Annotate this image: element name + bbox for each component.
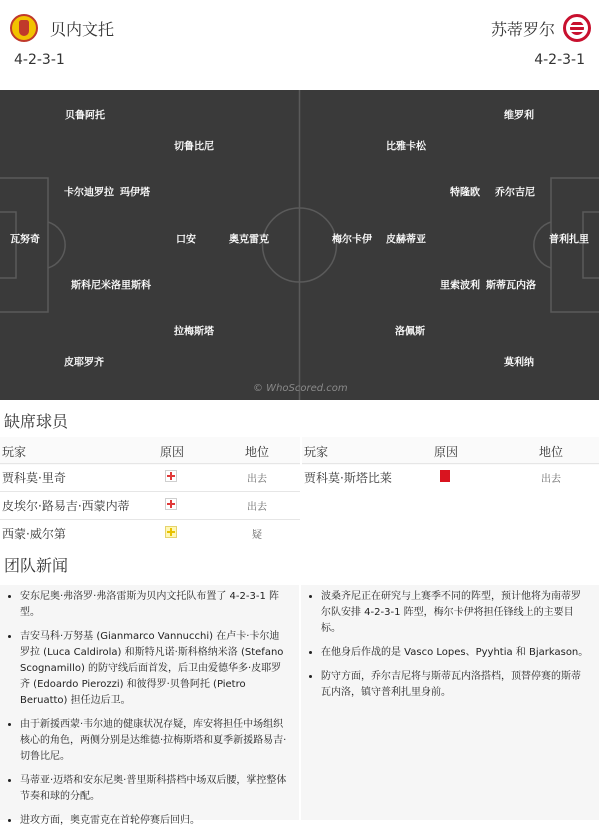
home-team[interactable] [10,14,114,42]
missing-player-name[interactable]: 贾科莫·里奇 [2,471,66,485]
away-player-stivanello[interactable]: 斯蒂瓦内洛 [486,280,536,292]
news-item: • 安东尼奥·弗洛罗·弗洛雷斯为贝内文托队布置了 4-2-3-1 阵型。 [20,589,289,621]
missing-players-title: 缺席球员 [4,412,69,431]
table-row[interactable] [0,519,300,547]
status-badge: 出去 [247,474,267,485]
status-badge: 出去 [541,474,561,485]
home-formation: 4-2-3-1 [14,52,65,68]
missing-player-name[interactable]: 西蒙·威尔第 [2,527,66,541]
home-player-cerubini[interactable]: 切鲁比尼 [174,141,214,153]
reason-cell [165,526,177,541]
missing-player-name[interactable]: 皮埃尔·路易吉·西蒙内蒂 [2,499,130,513]
whoscored-watermark: © WhoScored.com [253,383,348,394]
reason-cell [165,470,177,485]
home-player-maita[interactable]: 玛伊塔 [120,187,150,199]
col-reason: 原因 [434,444,459,459]
home-player-beruatto[interactable]: 贝鲁阿托 [65,110,105,122]
home-player-lamesta[interactable]: 拉梅斯塔 [174,326,214,338]
away-player-molina[interactable]: 莫利纳 [504,357,534,369]
home-player-scognamillo-prisco[interactable]: 斯科尼米洛里斯科 [71,280,151,292]
away-team-name[interactable]: 苏蒂罗尔 [490,19,555,39]
away-player-tronchin[interactable]: 特隆欧 [450,187,480,199]
table-header [302,437,599,465]
status-badge: 疑 [252,530,262,541]
news-item: • 防守方面，乔尔吉尼将与斯蒂瓦内洛搭档，顶替停赛的斯蒂瓦内洛，镇守普利扎里身前。 [321,669,589,701]
home-team-news [0,585,299,826]
injury-icon [165,470,177,482]
home-player-caldirola[interactable]: 卡尔迪罗拉 [64,187,114,199]
away-player-poluzzi[interactable]: 普利扎里 [549,234,589,246]
table-header [0,437,300,465]
news-item: • 马蒂亚·迈塔和安东尼奥·普里斯科搭档中场双后腰，掌控整体节奏和球的分配。 [20,773,289,805]
col-reason: 原因 [160,444,185,459]
home-player-okereke[interactable]: 奥克雷克 [229,234,269,246]
away-player-lopes[interactable]: 洛佩斯 [395,326,425,338]
away-player-pyyhtia[interactable]: 皮赫蒂亚 [386,234,426,246]
news-item: • 吉安马科·万努基 (Gianmarco Vannucchi) 在卢卡·卡尔迪罗拉 (Luca Caldirola) 和斯特凡诺·斯科格纳米洛 (Stefano Scognamillo) 的防守线后面首发，后卫由爱德华多·皮耶罗齐 (Edoardo Pierozzi) 和彼得罗·贝鲁阿托 (Pietro Beruatto) 担任边后卫。 [20,629,289,709]
reason-cell [440,470,450,485]
home-team-crest-icon [10,14,38,42]
lineup-pitch [0,90,599,400]
table-row[interactable] [0,463,300,491]
home-news-list [20,589,289,829]
away-missing-table [302,437,599,497]
away-player-veroli[interactable]: 维罗利 [504,110,534,122]
news-item: • 波桑齐尼正在研究与上赛季不同的阵型，预计他将为南蒂罗尔队安排 4-2-3-1 阵型，梅尔卡伊将担任锋线上的主要目标。 [321,589,589,637]
away-team[interactable] [491,14,591,42]
away-team-news [301,585,599,820]
home-player-pierozzi[interactable]: 皮耶罗齐 [64,357,104,369]
table-row[interactable] [302,463,599,491]
away-player-giorgini[interactable]: 乔尔吉尼 [495,187,535,199]
match-header [0,0,599,90]
away-player-merkaj[interactable]: 梅尔卡伊 [332,234,372,246]
away-news-list [321,589,589,701]
status-badge: 出去 [247,502,267,513]
news-item: • 进攻方面，奥克雷克在首轮停赛后回归。 [20,813,289,829]
home-player-vannucchi[interactable]: 瓦努奇 [10,234,40,246]
injury-icon [165,498,177,510]
doubtful-icon [165,526,177,538]
table-row[interactable] [0,491,300,519]
home-team-name[interactable]: 贝内文托 [50,19,115,39]
team-news-title: 团队新闻 [4,556,69,575]
home-player-koan[interactable]: 口安 [176,234,196,246]
away-player-risoboli[interactable]: 里索波利 [440,280,480,292]
news-item: • 由于新援西蒙·韦尔迪的健康状况存疑，库安将担任中场组织核心的角色，两侧分别是达维德·拉梅斯塔和夏季新援路易吉·切鲁比尼。 [20,717,289,765]
col-status: 地位 [245,444,270,459]
col-player: 玩家 [2,444,27,459]
col-status: 地位 [539,444,564,459]
missing-player-name[interactable]: 贾科莫·斯塔比莱 [304,471,392,485]
home-missing-table [0,437,300,547]
away-formation: 4-2-3-1 [534,52,585,68]
reason-cell [165,498,177,513]
away-team-crest-icon [563,14,591,42]
news-item: • 在他身后作战的是 Vasco Lopes、Pyyhtia 和 Bjarkason。 [321,645,589,661]
red-card-icon [440,470,450,482]
col-player: 玩家 [304,444,329,459]
away-player-bjarkason[interactable]: 比雅卡松 [386,141,426,153]
